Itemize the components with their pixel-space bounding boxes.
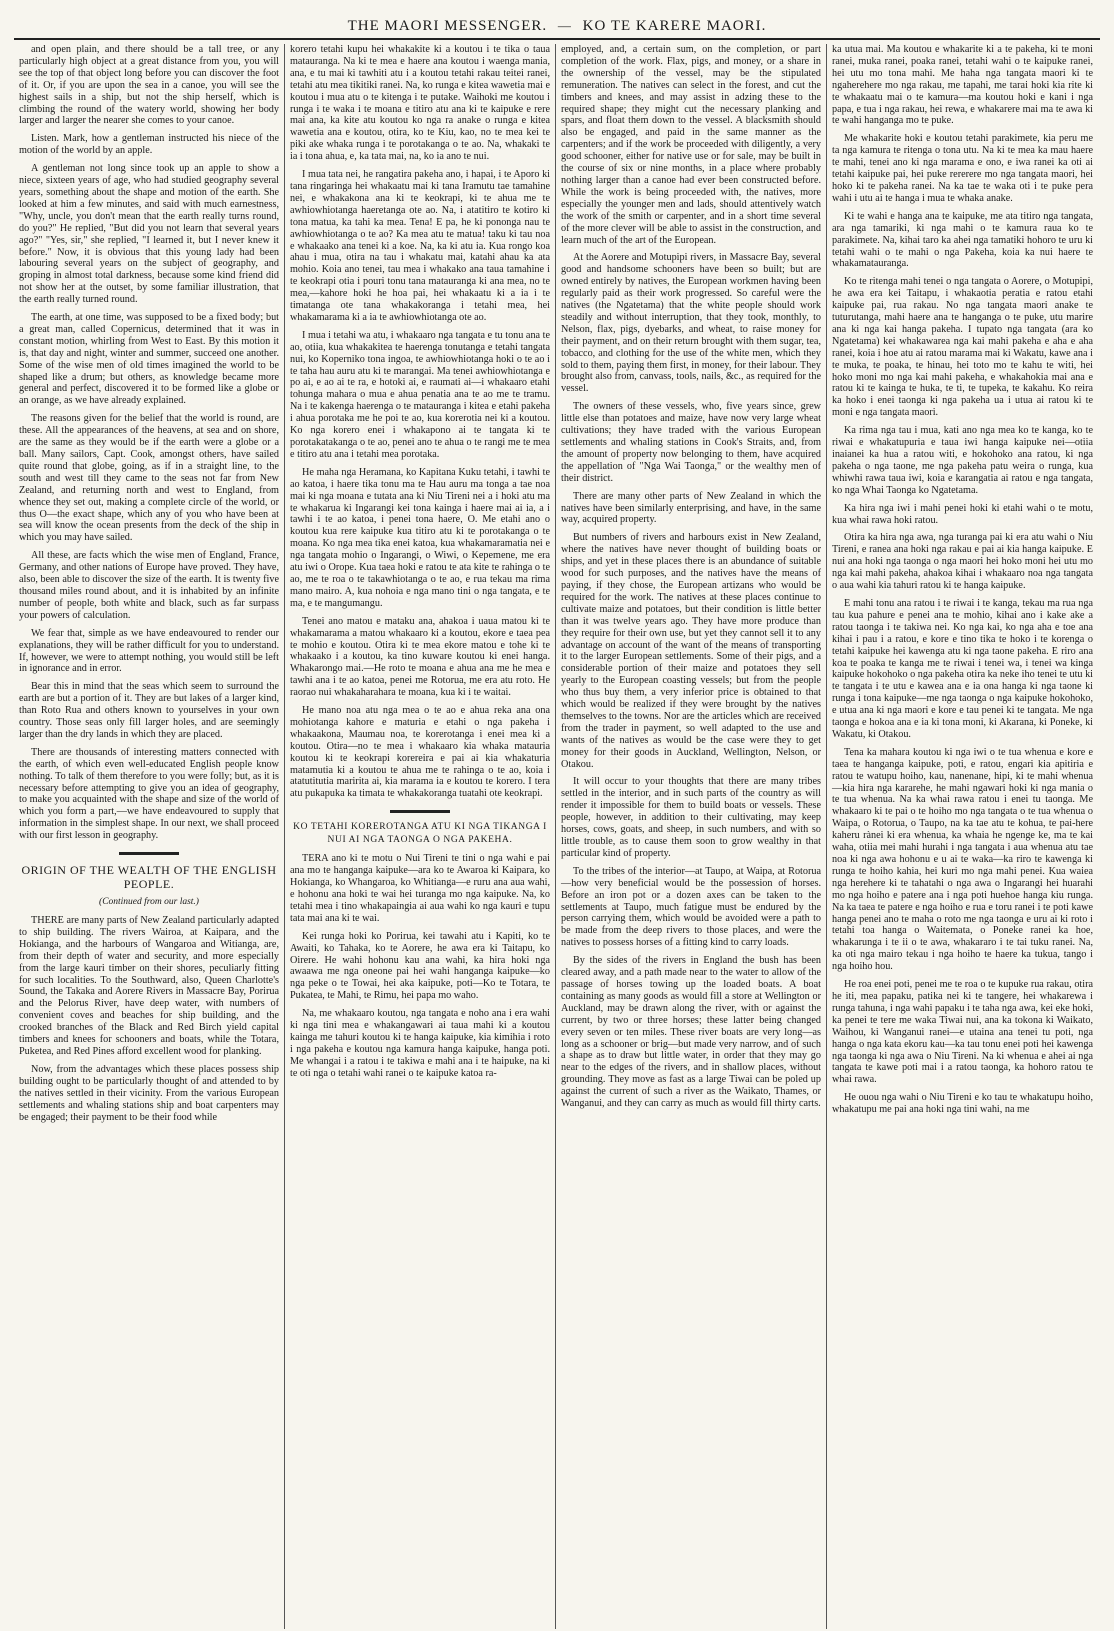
paragraph: I mua i tetahi wa atu, i whakaaro nga tangata e tu tonu ana te ao, otiia, kua whakakitea te haerenga tonutanga e tetahi tangata nui, ko Koperniko tona ingoa, te awhiowhiotanga hoki o te ao i te taha hau auru atu ki te marangai. Ma tenei awhiowhiotanga e po ai, e ao ai te ra, e hotoki ai, e raumati ai—i whakaaro etahi tohunga mahara o mua e ahua penatia ana te ao me te tramu. Na i te kakenga haerenga o te matauranga i kitea e etahi pakeha i ahua porotaka me he poi te ao, kua korerotia nei ki a koutou. Ko nga korero enei i whakapono ai te tangata ki te porotakatakanga o te ao, penei ano te ahua o te rangi me te mea e titiro atu ana i tetahi mea porotaka. bbox=[290, 329, 550, 460]
paragraph: Ka rima nga tau i mua, kati ano nga mea ko te kanga, ko te riwai e whakatupuria e taua iwi hanga kaipuke nei—otiia inaianei ka hua a ratou witi, e hokohoko ana ratou, ki nga pakeha o nga taone, me nga pakeha patu weira o runga, kua whiwhi rawa taua iwi, koia e karangatia ai ratou e nga tangata, ko nga Whai Taonga ko Ngatetama. bbox=[832, 425, 1093, 496]
paragraph: I mua tata nei, he rangatira pakeha ano, i hapai, i te Aporo ki tana ringaringa hei whakaatu mai ki tana Iramutu tae tamahine nei, e whakakona ana ki te keokrapi, ki te ahua me te awhiowhiotanga haeretanga ote ao. Na, i atatitiro te kotiro ki tona matua, ka tahi ka mea. Tena! E pa, he ki pononga nau te awhiowhiotanga o te ao? Ka mea atu te matua! taku ki tau noa e whakaako ana tenei ki a koe. Na, ka ki atu ia. Kua rongo koa ahau i mua, otira na tau i whakatu mai, katahi ahau ka ata mohio. Koia ano tenei, tau mea i whakako ana taua tamahine i te keokrapi otia i pouri tonu tana matauranga ki ana mea, no te mea,—kahore hoki he hoa pai, hei whakaatu ki a ia i te timatanga ote tana whakakoranga i tetahi mea, hei whakamarama ki a ia te awhiowhiotanga ote ao. bbox=[290, 169, 550, 323]
paragraph: E mahi tonu ana ratou i te riwai i te kanga, tekau ma rua nga tau kua pahure e penei ana te mohio, kihai ano i kake ake a ratou taonga i te takiwa nei. Ko nga kai, ko nga aha e toe ana kihai i pau i a ratou, e kore e tino tika te hoko i te korenga o tetahi kaipuke hei kawenga atu ki nga taone pakeha. E riro ana koa te poaka te kanga me te riwai i tenei wa, i tenei wa kinga kaipuke hokohoko o nga pakeha otira ka neke iho tenei te utu ki te tangata i te utu e kawea ana e ia ona hanga ki nga taone ki runga i tona kaipuke—me nga taonga o nga kaipuke hokohoko, e utua ana ki nga maori e kore e tau penei ki te tangata. Me nga taonga e hokoa ana e ia ki tona moni, ki Akarana, ki Poneke, ki Wakatu, ki Otakou. bbox=[832, 597, 1093, 740]
paragraph: ka utua mai. Ma koutou e whakarite ki a te pakeha, ki te moni ranei, muka ranei, poaka ranei, tetahi wahi o te kaipuke ranei, hei utu mo tona mahi. Me haha nga tangata maori ki te ngaherehere mo nga rakau, me tapahi, me tarai hoki kia rite ki te whakaatu mai o te kamura—ma koutou hoki e kani i nga papa, e tua i nga rakau, hei rewa, e whakarere mai ma te awa ki te wahi hanganga mo te puke. bbox=[832, 44, 1093, 127]
paragraph: korero tetahi kupu hei whakakite ki a koutou i te tika o taua matauranga. Na ki te mea e haere ana koutou i waenga mania, ana, e tu mai ki tawhiti atu i a koutou tetahi rakau teitei ranei, tetahi atu mea tikitiki ranei. Na, ko runga e kitea wawetia mai e koutou i mua atu o te kitenga i te putake. Waihoki me koutou i runga i te waka i te moana e titiro atu ana ki te kaipuke e rere mai ana, ka kite atu koutou ko nga ra anake o runga e kitea wawetia ana e koutou, otira, ko te Kiu, kao, no te mea kei te piki ake whaka runga i te porotakanga o te ao. Na, whakaki te ia i tona ahua, e, ka tata mai, na, ko ia ano te nui. bbox=[290, 44, 550, 163]
paragraph: Me whakarite hoki e koutou tetahi parakimete, kia peru me ta nga kamura te ritenga o tona utu. Na ki te mea ka mau haere te mahi, tenei ano ki nga marama e ono, e iwa ranei ka oti ai tetahi kaipuke pai, hei puke rererere mo nga tangata maori, hei hoko ki te pakeha ranei. Na ka tae te waka oti i te puke pera wahi i utu ai te hanga i mua te whaka anake. bbox=[832, 133, 1093, 204]
paragraph: To the tribes of the interior—at Taupo, at Waipa, at Rotorua—how very beneficial would be the possession of horses. Before an iron pot or a dozen axes can be taken to the settlements at Taupo, much fatigue must be endured by the person carrying them, which would be avoided were a path to be made from the deep rivers to those places, and were the natives to possess horses of a fitting kind to carry loads. bbox=[561, 865, 821, 949]
paragraph: Ka hira nga iwi i mahi penei hoki ki etahi wahi o te motu, kua whai rawa hoki ratou. bbox=[832, 502, 1093, 526]
masthead-separator: — bbox=[557, 18, 572, 33]
paragraph: At the Aorere and Motupipi rivers, in Massacre Bay, several good and handsome schooners have been so built; but are owned entirely by natives, the European workmen having been regularly paid as their work progressed. So careful were the natives (the Ngatetama) that the white people should work steadily and without interruption, that they took, monthly, to Nelson, flax, pigs, dyebarks, and wheat, to raise money for their payment, and on their return brought with them sugar, tea, tobacco, and clothing for the use of the white men, which they sold to them, paying them first, in money, for their labour. They brought also from, canvass, tools, nails, &c., as required for the vessel. bbox=[561, 252, 821, 395]
masthead-english-title: THE MAORI MESSENGER. bbox=[347, 18, 548, 34]
paragraph: He ouou nga wahi o Niu Tireni e ko tau te whakatupu hoiho, whakatupu me pai ana hoki nga tini wahi, na me bbox=[832, 1092, 1093, 1116]
paragraph: Now, from the advantages which these places possess ship building ought to be particularly thought of and attended to by the natives settled in their vicinity. From the various European settlements and whaling stations ship and boat carpenters may be engaged; their payment to be their food while bbox=[19, 1063, 279, 1123]
paragraph: Listen. Mark, how a gentleman instructed his niece of the motion of the world by an apple. bbox=[19, 133, 279, 157]
paragraph: employed, and, a certain sum, on the completion, or part completion of the work. Flax, pigs, and money, or a share in the ownership of the vessel, may be the stipulated remuneration. The natives can select in the forest, and cut the timbers and knees, and may assist in adzing these to the required shape; they might cut the necessary planking and spars, and float them down to the vessel. A blacksmith should also be engaged, and paid in the same manner as the carpenters; and if the work be proceeded with diligently, a very good schooner, either for native use or for sale, may be built in the course of six or nine months, in a place where probably nothing larger than a canoe had ever been constructed before. While the work is being proceeded with, the natives, more especially the younger men and lads, should attentively watch the work of the smith or carpenter, and in a short time several of the more clever will be able to assist in the construction, and learn much of the art of the European. bbox=[561, 44, 821, 246]
section-rule bbox=[119, 852, 179, 855]
paragraph: TERA ano ki te motu o Nui Tireni te tini o nga wahi e pai ana mo te hanganga kaipuke—ara ko te Awaroa ki Kaipara, ko Hokianga, ko Whangaroa, ko Whitianga—e ruru ana aua wahi, e hohonu ana hoki te wai hei turanga mo nga kaipuke. Na, ko tetahi mea i tino whakapaingia ai aua wahi ko nga kauri e tupu tata mai ana ki te wai. bbox=[290, 853, 550, 924]
paragraph: He roa enei poti, penei me te roa o te kupuke rua rakau, otira he iti, mea papaku, patika nei ki te tangere, hei whakarewa i runga tahuna, i nga wahi papaku i te taha nga awa, kei eke hoki, ka penei te tere me waka Tiwai nui, ana ka tokona ki Waikato, Waihou, ki Wanganui ranei—e utaina ana tenei tu poti, nga hanga o nga kata ekoru kau—ka tau tonu enei poti hei kawenga nga taonga ki nga awa o Niu Tireni. Na ki whenua e ahei ai nga tangata te kawe poti mai i a ratou taonga, ka hohoro ratou te whai rawa. bbox=[832, 979, 1093, 1086]
column-4 bbox=[827, 44, 1098, 1629]
paragraph: All these, are facts which the wise men of England, France, Germany, and other nations of Europe have proved. They have, also, been able to discover the size of the earth. It is twenty five thousand miles round about, and it is inhabited by an infinite number of people, both white and black, such as far surpass your powers of calculation. bbox=[19, 550, 279, 621]
paragraph: It will occur to your thoughts that there are many tribes settled in the interior, and in such parts of the country as will render it impossible for them to build boats or vessels. These people, however, in addition to their cultivating, may keep horses, cows, goats, and sheep, in such numbers, and with so little trouble, as to cause them soon to grow wealthy in that particular kind of property. bbox=[561, 776, 821, 859]
paragraph: A gentleman not long since took up an apple to show a niece, sixteen years of age, who had studied geography several years, something about the shape and motion of the earth. She looked at him a few minutes, and said with much earnestness, "Why, uncle, you don't mean that the earth really turns round, do you?" He replied, "But did you not learn that several years ago?" "Yes, sir," she replied, "I learned it, but I never knew it before." Now, it is obvious that this young lady had been labouring several years on the subject of geography, and groping in almost total darkness, because some kind friend did not show her at the outset, by some familiar illustration, that the earth really turned round. bbox=[19, 163, 279, 306]
paragraph: The owners of these vessels, who, five years since, grew little else than potatoes and maize, have now very large wheat cultivations; they have traded with the various European settlements and whaling stations in Cook's Straits, and, from the amount of property now belonging to them, have acquired the appellation of "Nga Wai Taonga," or the wealthy men of their district. bbox=[561, 401, 821, 484]
paragraph: He maha nga Heramana, ko Kapitana Kuku tetahi, i tawhi te ao katoa, i haere tika tonu ma te Hau auru ma tonga a tae noa mai ki nga moana e tutata ana ki Niu Tireni nei a i hoki atu ma te whakarua ki Ingarangi kei tona kainga i haere mai ai ia, a i tawhi i te ao katoa, i penei tona haere, O. Me etahi ano o koutou kua rere kaipuke kua titiro atu ki te porotakanga o te moana. Ko nga mea tika enei katoa, kua whakamaramatia nei e nga tangata mohio o Ingarangi, o Wiwi, o Kepemene, me era atu iwi o Orope. Kua taea hoki e ratou te ata kite te rahinga o te ao, me te roa o te takawhiotanga o te ao, e rua tekau ma rima mano mairo. A, kua nohoia e nga mano tini o nga tangata, e te ma, e te mangumangu. bbox=[290, 466, 550, 609]
col1-article-body bbox=[19, 44, 279, 842]
column-2 bbox=[285, 44, 556, 1629]
paragraph: The earth, at one time, was supposed to be a fixed body; but a great man, called Copernicus, determined that it was in constant motion, whirling from West to East. By this motion it is, that day and night, winter and summer, succeed one another. Some of the wise men of old times imagined the world to be shaped like a drum; but others, as knowledge became more general and perfect, discovered it to be formed like a globe or an orange, as we have already explained. bbox=[19, 312, 279, 407]
paragraph: Na, me whakaaro koutou, nga tangata e noho ana i era wahi ki nga tini mea e whakangawari ai taua mahi ki a koutou kainga me tahuri koutou ki te hanga kaipuke, kia kimihia i roto i nga pakeha e koutou nga kamura hanga kaipuke, hanga poti. Me whangai i a ratou i te takiwa e mahi ana i te haipuke, na ki te oti nga o tetahi wahi ranei o te kaipuke katoa ra- bbox=[290, 1008, 550, 1079]
section-heading bbox=[19, 852, 279, 909]
columns bbox=[14, 44, 1100, 1629]
masthead-maori-title: KO TE KARERE MAORI. bbox=[582, 18, 767, 34]
column-3 bbox=[556, 44, 827, 1629]
paragraph: Tena ka mahara koutou ki nga iwi o te tua whenua e kore e taea te hanganga kaipuke, poti, e ratou, engari kia apitiria e ratou te watupu hoiho, kau, nanenane, hipi, ki te mahi whenua—kia hira nga kararehe, he mahi ngawari hoki ki nga mania o te tua whenua. Na ka whai rawa ratou i enei tu taonga. Me whakaaro ki te pai o te hoiho mo nga tangata o te tua whenua o Waipa, o Rotorua, o Taupo, na ka tae atu te kohua, te pai-here kaheru rànei ki era whenua, ka whaia he ngenge ke, ma te kai waha, otiia mei mahi hurahi i nga tangata i aua whenua atu tae noa ki nga awa hohonu e u ai te waka—ka riro te kawenga ki runga te hoiho kahia, hei kuri mo nga mahi penei. Kua waiea nga herehere ki te tahatahi o nga awa o Ingarangi hei huarahi mo nga hoiho e patere ana i nga poti huehoe hanga kiu runga. Na ka taea te patere e nga hoiho e rua e toru ranei i te poti kawe hanga penei ano te maha o roto me nga taonga e uru ai ki roto i tetahi toa hanga o Waitemata, o Poneke ranei ka hoe, whakarunga i te ii o te awa, whakararo i te tai tuku ranei. Na, ka oti nga mairo tekau i nga hoiho te haere ka tukua, tango i nga hoiho hou. bbox=[832, 746, 1093, 973]
paragraph: There are thousands of interesting matters connected with the earth, of which even well-educated English people know nothing. To talk of them therefore to you were folly; but, as it is necessary before attempting to give you an idea of geography, to make you acquainted with the shape and size of the world of which you form a part,—we have endeavoured to supply that information in the simplest shape. In our next, we shall proceed with our first lesson in geography. bbox=[19, 746, 279, 842]
paragraph: and open plain, and there should be a tall tree, or any particularly high object at a great distance from you, you will see the top of that object long before you can discover the foot of it. Or, if you are upon the sea in a canoe, you will see the highest sails in a ship, but not the ship herself, which is climbing the round of the watery world, showing her body larger and larger the nearer she comes to your canoe. bbox=[19, 44, 279, 127]
section-rule bbox=[390, 810, 450, 813]
paragraph: Ki te wahi e hanga ana te kaipuke, me ata titiro nga tangata, ara nga tamariki, ki nga mahi o te kamura raua ko te parakimete. Na, kihai taro ka ahei nga tamatiki hohoro te uru ki tetahi wahi o te mahi o nga Pakeha, koia ka nui haere te whakamatauranga. bbox=[832, 210, 1093, 270]
paragraph: By the sides of the rivers in England the bush has been cleared away, and a path made near to the water to allow of the passage of horses towing up the loaded boats. A boat containing as many goods as would fill a store at Wellington or Auckland, may be drawn along the river, with or against the current, by two or three horses; these latter being changed every seven or ten miles. These river boats are very long—as long as a schooner or brig—but made very narrow, and of such a shape as to draw but little water, in order that they may go near to the edges of the rivers, and in shallow places, without grounding. They move as fast as a large Tiwai can be poled up against the current of such a river as the Waikato, Thames, or Wanganui, and they can carry as much as would fill thirty carts. bbox=[561, 955, 821, 1110]
paragraph: THERE are many parts of New Zealand particularly adapted to ship building. The rivers Wairoa, at Kaipara, and the Hokianga, and the harbours of Wangaroa and Witianga, are, from their depth of water and security, and more especially from the large kauri timber on their shores, peculiarly fitting for such localities. To the Southward, also, Queen Charlotte's Sound, the Takaka and Aorere Rivers in Massacre Bay, Porirua and the Pelorus River, have deep water, with numbers of convenient coves and beaches for ship building, and the crooked branches of the Black and Red Birch yield capital timbers and knees for schooners and boats, while the Totara, Puketea, and Red Pines afford excellent wood for planking. bbox=[19, 915, 279, 1057]
section-title: ORIGIN OF THE WEALTH OF THE ENGLISH PEOPLE. bbox=[21, 863, 277, 892]
paragraph: Otira ka hira nga awa, nga turanga pai ki era atu wahi o Niu Tireni, e ranea ana hoki nga rakau e pai ai kia hanga kaipuke. E nui ana hoki nga taonga o nga maori hei hoko moni hei utu mo nga kai mahi pakeha, ahakoa kihai i whakaaro noa nga tangata o aua wahi kia tahuri ratou ki te hanga kaipuke. bbox=[832, 532, 1093, 592]
section-title: KO TETAHI KOREROTANGA ATU KI NGA TIKANGA I NUI AI NGA TAONGA O NGA PAKEHA. bbox=[293, 822, 547, 846]
paragraph: Kei runga hoki ko Porirua, kei tawahi atu i Kapiti, ko te Awaiti, ko Tahaka, ko te Aorere, he awa era ki Taitapu, ko Oirere. He wahi hohonu kau ana wahi, ka hira hoki nga awaawa me nga oneone pai hei wahi hanganga kaipuke—ko nga peke o te Towai, hei aka kaipuke, poti—Ko te Totara, te Pukatea, te Mahi, te Rimu, hei papa mo waho. bbox=[290, 930, 550, 1002]
paragraph: Ko te ritenga mahi tenei o nga tangata o Aorere, o Motupipi, he awa era kei Taitapu, i whakaotia peratia e ratou etahi kaipuke pai, rua rakau. No nga tangata maori anake te tuturutanga, mahi haere ana te hanganga o te puke, utu marire ana ki nga kai hanga pakeha. I tupato nga tangata (ara ko Ngatetama) kei whakawarea nga kai mahi pakeha e aha e aha ranei, koia i hoe atu ai ratou marama mai ki Wakatu, kawe ana i te muka, te poaka, te hinau, hei toto mo te kahu te witi, hei hoko moni mo nga kai mahi pakeha, e whakahokia mai ana e ratou ki te kainga te huka, te ti, te tupeka, te kakahu. Ko reira ka hoko i enei taonga ki nga pakeha ua i utua ai ratou ki te moni e nga tangata maori. bbox=[832, 276, 1093, 419]
paragraph: We fear that, simple as we have endeavoured to render our explanations, they will be rather difficult for you to understand. If, however, we were to attempt nothing, you would still be left in ignorance and in error. bbox=[19, 627, 279, 675]
paragraph: But numbers of rivers and harbours exist in New Zealand, where the natives have never thought of building boats or ships, and yet in these places there is an abundance of suitable wood for such purposes, and the natives have the means of paying, if they chose, the European artizans who would be required for the work. The natives at these places continue to cultivate maize and potatoes, but their condition is little better than it was twelve years ago. They have more produce than they require for their own use, but yet they cannot sell it to any advantage on account of the want of the means of transporting it to the larger European settlements. Some of their pigs, and a considerable portion of their maize and potatoes they sell yearly to the European coasting vessels; but from the people who thus buy them, a very inferior price is obtained to that which would be realized if they were brought by the natives themselves to the towns. Nor are the articles which are received from the trader in payment, so well adapted to the use and wants of the natives as would be the case were they to get money for their goods in Auckland, Wellington, Nelson, or Otakou. bbox=[561, 532, 821, 770]
section-heading bbox=[290, 810, 550, 847]
paragraph: Tenei ano matou e mataku ana, ahakoa i uaua matou ki te whakamarama a matou whakaaro ki a koutou, ekore e taea pea te mohio e koutou. Otira ki te mea ekore matou e tohe ki te whakaako i a koutou, ka tino kuware koutou ki enei hanga. Whakarongo mai.—He roto te moana e ahua ana me he mea e tawhi ana i te ao katoa, penei me Rotorua, me era atu roto. He raorao nui whakaharahara te moana, kua ki i te waitai. bbox=[290, 615, 550, 699]
paragraph: Bear this in mind that the seas which seem to surround the earth are but a portion of it. They are but lakes of a larger kind, than Roto Rua and others known to yourselves in your own country. Those seas only fill larger holes, and are seemingly larger than the dry lands in which they are placed. bbox=[19, 681, 279, 740]
masthead bbox=[14, 14, 1100, 40]
column-1 bbox=[14, 44, 285, 1629]
paragraph: There are many other parts of New Zealand in which the natives have been similarly enterprising, and have, in the same way, acquired property. bbox=[561, 490, 821, 526]
paragraph: He mano noa atu nga mea o te ao e ahua reka ana ona mohiotanga kahore e maturia e etahi o nga pakeha i whakaakona, Maumau noa, te korerotanga i enei mea ki a koutou. Otira—no te mea i whakaaro kia whaka matauria koutou ki te keokrapi korereira e pai ai kia whakaturia matamutia ki a koutou te ahua me te rahinga o te ao, koia i atatutitutia maririta ai, kia marama ia e koutou te korero. I tera atu pukapuka ka timata te whakakoranga tuatahi ote keokrapi. bbox=[290, 705, 550, 800]
paragraph: The reasons given for the belief that the world is round, are these. All the appearances of the heavens, at sea and on shore, are the same as they would be if the earth were a globe or a ball. Many sailors, Capt. Cook, amongst others, have sailed quite round that globe, going, as if in a straight line, to the south and west till they came to the seas not far from New Zealand, and returning north and west to England, from whence they set out, making a complete circle of the world, or thus O—the exact shape, which any of you who have been at sea will know the ocean presents from the deck of the ship in which you may have sailed. bbox=[19, 413, 279, 544]
section-subtitle: (Continued from our last.) bbox=[99, 897, 199, 908]
